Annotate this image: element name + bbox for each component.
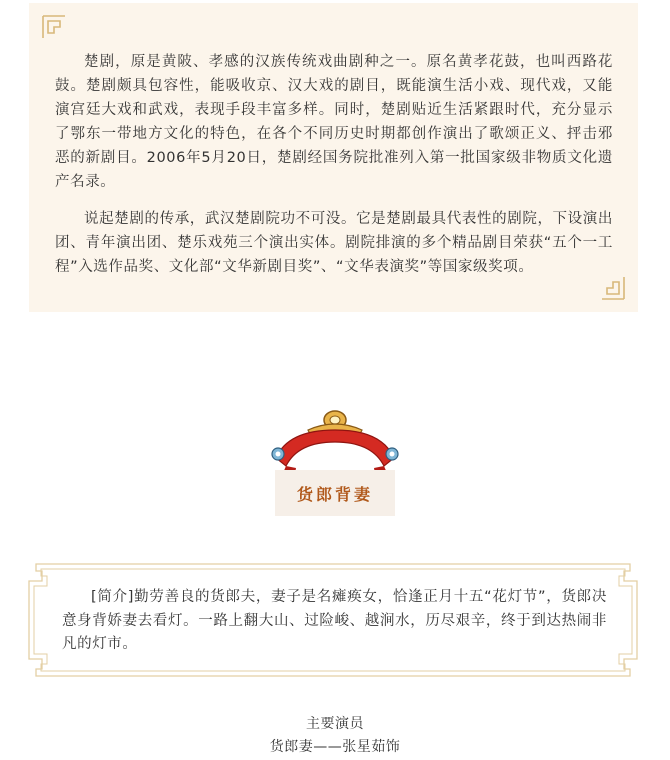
corner-ornament-top-left xyxy=(42,15,66,39)
synopsis-text: [简介]勤劳善良的货郎夫，妻子是名瘫痪女，恰逢正月十五“花灯节”，货郎决意身背娇妻去看灯。一路上翻大山、过险峻、越涧水，历尽艰辛，终于到达热闹非凡的灯市。 xyxy=(62,589,607,652)
cast-heading: 主要演员 xyxy=(306,716,364,732)
intro-paragraph-1: 楚剧，原是黄陂、孝感的汉族传统戏曲剧种之一。原名黄孝花鼓，也叫西路花鼓。楚剧颇具包容性，能吸收京、汉大戏的剧目，既能演生活小戏、现代戏，又能演宫廷大戏和武戏，表现手段丰富多样。同时，楚剧贴近生活紧跟时代，充分显示了鄂东一带地方文化的特色，在各个不同历史时期都创作演出了歌颂正义、抨击邪恶的新剧目。2006年5月20日，楚剧经国务院批准列入第一批国家级非物质文化遗产名录。 xyxy=(55,54,613,190)
corner-ornament-bottom-right xyxy=(601,276,625,300)
intro-text xyxy=(55,50,613,279)
play-title: 货郎背妻 xyxy=(296,484,373,504)
play-title-box xyxy=(275,470,395,516)
cast-line: 货郎妻——张星茹饰 xyxy=(269,739,401,755)
intro-paragraph-2: 说起楚剧的传承，武汉楚剧院功不可没。它是楚剧最具代表性的剧院，下设演出团、青年演出团、楚乐戏苑三个演出实体。剧院排演的多个精品剧目荣获“五个一工程”入选作品奖、文化部“文华新剧目奖”、“文华表演奖”等国家级奖项。 xyxy=(55,211,613,275)
